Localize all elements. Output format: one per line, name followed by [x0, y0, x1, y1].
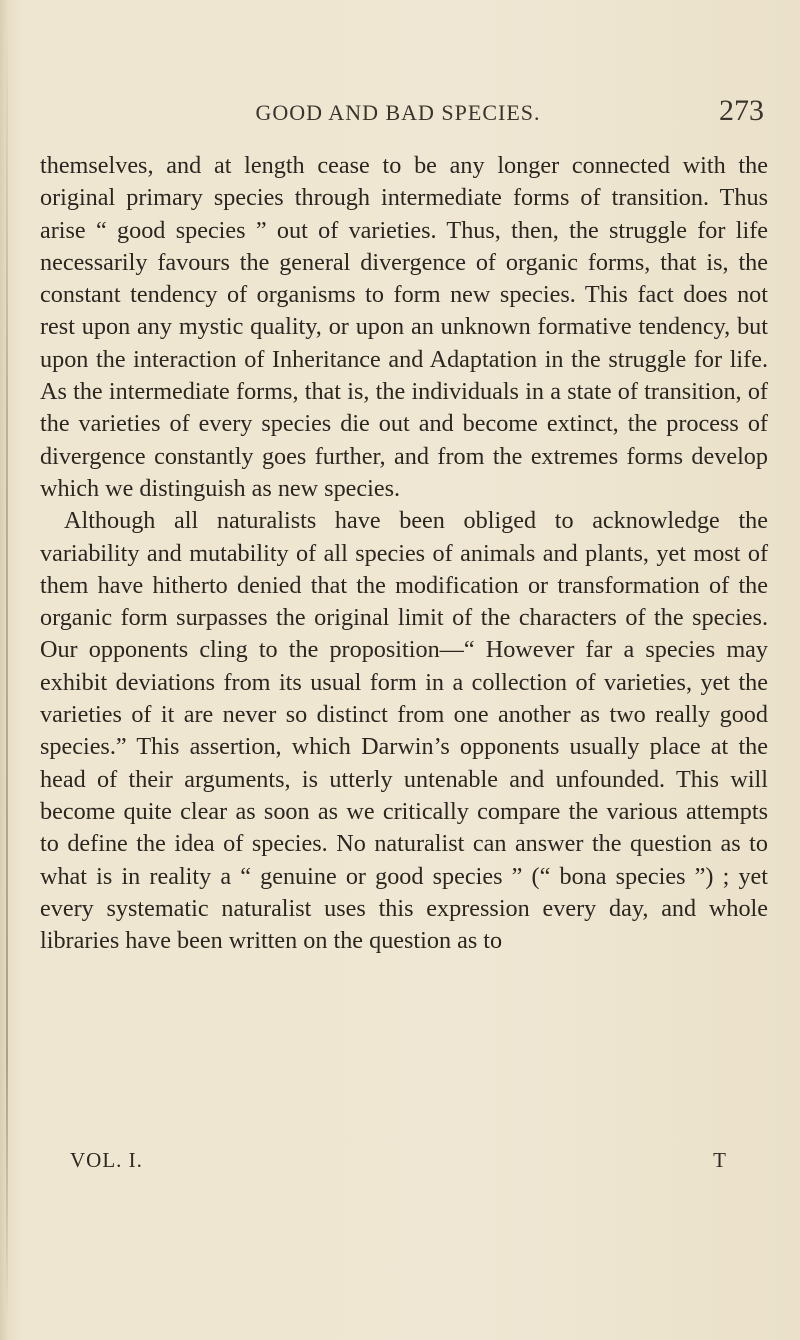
page-footer — [70, 1148, 760, 1178]
page-number: 273 — [719, 94, 764, 127]
body-text — [40, 150, 768, 957]
signature-letter: T — [713, 1148, 726, 1172]
volume-signature: VOL. I. — [70, 1148, 143, 1172]
running-title: GOOD AND BAD SPECIES. — [255, 100, 541, 125]
running-head — [30, 92, 770, 132]
paragraph-1: themselves, and at length cease to be any longer connected with the original primary species through intermediate forms of transition. Thus arise “ good species ” out of varieties. Thus, then, the struggle for life necessarily favours the general divergence of organic forms, that is, the constant tendency of organisms to form new species. This fact does not rest upon any mystic quality, or upon an unknown formative tendency, but upon the interaction of Inheritance and Adaptation in the struggle for life. As the intermediate forms, that is, the individuals in a state of transition, of the varieties of every species die out and become extinct, the process of divergence constantly goes further, and from the extremes forms develop which we distinguish as new species. — [40, 152, 768, 502]
paragraph-2: Although all naturalists have been obliged to acknowledge the variability and mutability of all species of animals and plants, yet most of them have hitherto denied that the modification or transformation of the organic form surpasses the original limit of the characters of the species. Our opponents cling to the proposition—“ However far a species may exhibit deviations from its usual form in a collection of varieties, yet the varieties of it are never so distinct from one another as two really good species.” This assertion, which Darwin’s opponents usually place at the head of their arguments, is utterly untenable and unfounded. This will become quite clear as soon as we critically compare the various attempts to define the idea of species. No naturalist can answer the question as to what is in reality a “ genuine or good species ” (“ bona species ”) ; yet every systematic naturalist uses this expression every day, and whole libraries have been written on the question as to — [40, 507, 768, 955]
binding-gutter — [6, 20, 8, 1320]
